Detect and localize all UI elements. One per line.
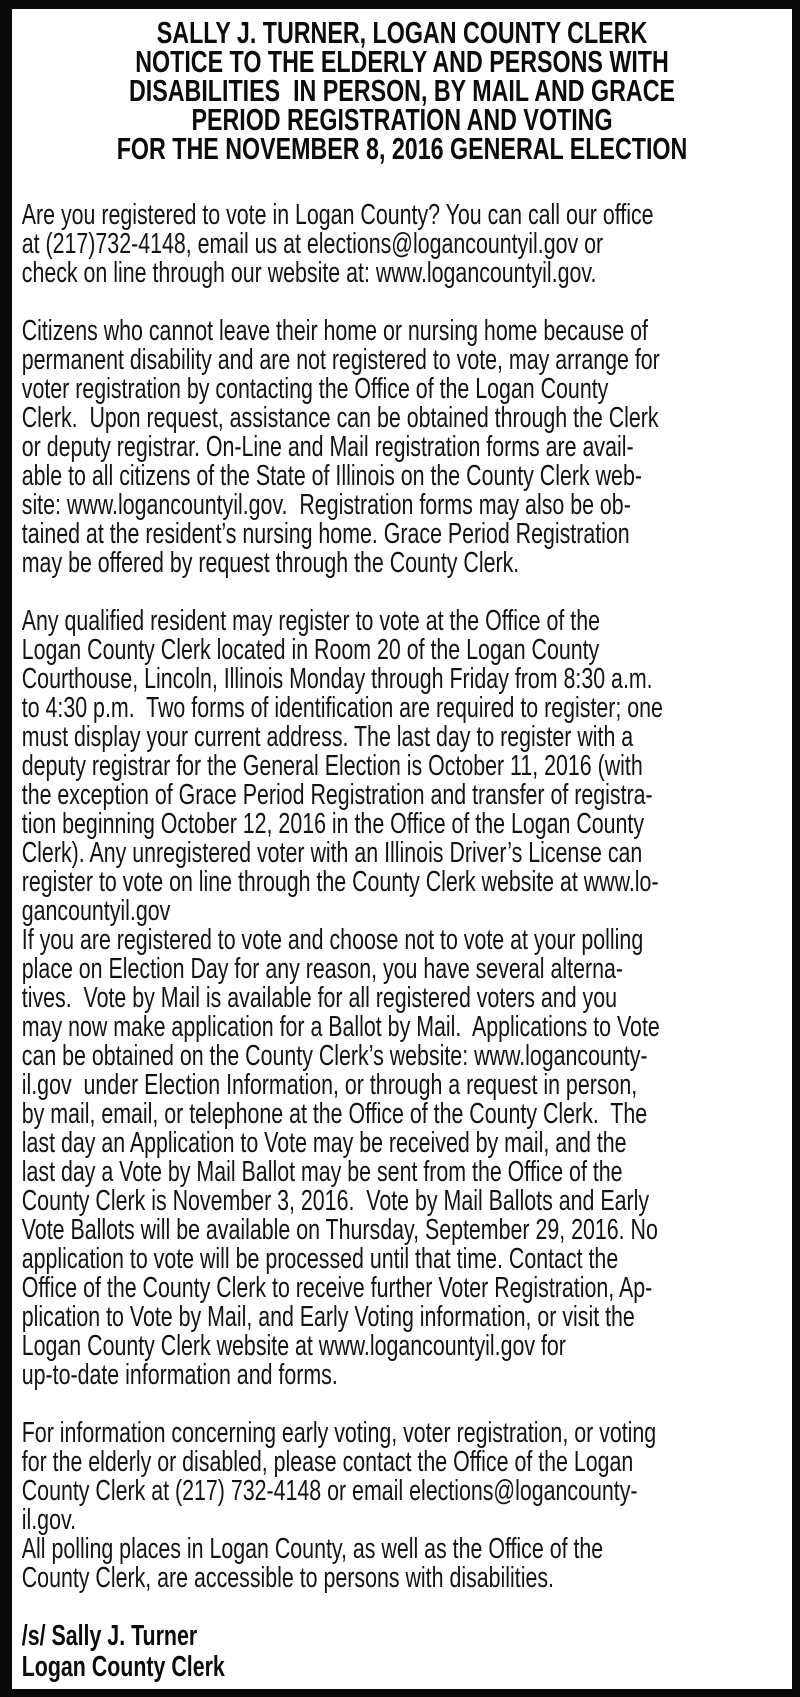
header-line: SALLY J. TURNER, LOGAN COUNTY CLERK: [156, 15, 648, 50]
header-line: NOTICE TO THE ELDERLY AND PERSONS WITH: [135, 44, 669, 79]
header-line: FOR THE NOVEMBER 8, 2016 GENERAL ELECTION: [116, 131, 688, 166]
body-line: place on Election Day for any reason, you have several alterna-: [21, 953, 623, 985]
body-line: up-to-date information and forms.: [21, 1359, 338, 1391]
body-line: may now make application for a Ballot by Mail. Applications to Vote: [21, 1011, 660, 1043]
body-line: il.gov.: [21, 1504, 77, 1536]
body-line: tives. Vote by Mail is available for all registered voters and you: [21, 982, 617, 1014]
header-line: DISABILITIES IN PERSON, BY MAIL AND GRACE: [129, 73, 676, 108]
header-line: PERIOD REGISTRATION AND VOTING: [191, 102, 613, 137]
body-line: or deputy registrar. On-Line and Mail registration forms are avail-: [21, 431, 634, 463]
body-line: [22, 288, 789, 317]
body-line: For information concerning early voting, voter registration, or voting: [21, 1417, 657, 1449]
notice-signature: [12, 1621, 792, 1683]
notice-body: [12, 201, 792, 1593]
body-line: voter registration by contacting the Office of the Logan County: [21, 373, 609, 405]
body-line: [22, 1390, 789, 1419]
signature-line: /s/ Sally J. Turner: [21, 1620, 198, 1652]
body-line: able to all citizens of the State of Illinois on the County Clerk web-: [21, 460, 642, 492]
body-line: last day a Vote by Mail Ballot may be sent from the Office of the: [21, 1156, 623, 1188]
body-line: Are you registered to vote in Logan County? You can call our office: [21, 199, 654, 231]
body-line: Courthouse, Lincoln, Illinois Monday through Friday from 8:30 a.m.: [21, 663, 653, 695]
body-line: County Clerk at (217) 732-4148 or email elections@logancounty-: [21, 1475, 638, 1507]
body-line: check on line through our website at: www.logancountyil.gov.: [21, 257, 597, 289]
body-line: Any qualified resident may register to vote at the Office of the: [21, 605, 600, 637]
body-line: permanent disability and are not registered to vote, may arrange for: [21, 344, 660, 376]
body-line: application to vote will be processed until that time. Contact the: [21, 1243, 619, 1275]
body-line: may be offered by request through the County Clerk.: [21, 547, 520, 579]
body-line: at (217)732-4148, email us at elections@logancountyil.gov or: [21, 228, 604, 260]
body-line: for the elderly or disabled, please contact the Office of the Logan: [21, 1446, 634, 1478]
body-line: Clerk. Upon request, assistance can be obtained through the Clerk: [21, 402, 659, 434]
body-line: Citizens who cannot leave their home or nursing home because of: [21, 315, 648, 347]
body-line: Logan County Clerk located in Room 20 of the Logan County: [21, 634, 600, 666]
body-line: Office of the County Clerk to receive further Voter Registration, Ap-: [21, 1272, 653, 1304]
body-line: tion beginning October 12, 2016 in the Office of the Logan County: [21, 808, 645, 840]
body-line: Clerk). Any unregistered voter with an Illinois Driver’s License can: [21, 837, 643, 869]
body-line: [22, 578, 789, 607]
notice-content: [12, 9, 792, 1683]
body-line: Vote Ballots will be available on Thursday, September 29, 2016. No: [21, 1214, 658, 1246]
body-line: the exception of Grace Period Registration and transfer of registra-: [21, 779, 653, 811]
body-line: must display your current address. The last day to register with a: [21, 721, 634, 753]
body-line: Logan County Clerk website at www.logancountyil.gov for: [21, 1330, 566, 1362]
body-line: by mail, email, or telephone at the Office of the County Clerk. The: [21, 1098, 648, 1130]
body-line: gancountyil.gov: [21, 895, 171, 927]
body-line: register to vote on line through the County Clerk website at www.lo-: [21, 866, 659, 898]
body-line: site: www.logancountyil.gov. Registration forms may also be ob-: [21, 489, 631, 521]
body-line: All polling places in Logan County, as well as the Office of the: [21, 1533, 604, 1565]
body-line: plication to Vote by Mail, and Early Voting information, or visit the: [21, 1301, 635, 1333]
body-line: County Clerk is November 3, 2016. Vote by Mail Ballots and Early: [21, 1185, 650, 1217]
body-line: to 4:30 p.m. Two forms of identification are required to register; one: [21, 692, 663, 724]
notice-header: [12, 15, 792, 166]
body-line: can be obtained on the County Clerk’s website: www.logancounty-: [21, 1040, 648, 1072]
signature-line: Logan County Clerk: [21, 1651, 225, 1683]
body-line: il.gov under Election Information, or through a request in person,: [21, 1069, 638, 1101]
body-line: County Clerk, are accessible to persons with disabilities.: [21, 1562, 554, 1594]
body-line: deputy registrar for the General Election is October 11, 2016 (with: [21, 750, 643, 782]
body-line: last day an Application to Vote may be received by mail, and the: [21, 1127, 627, 1159]
body-line: tained at the resident’s nursing home. Grace Period Registration: [21, 518, 630, 550]
body-line: If you are registered to vote and choose not to vote at your polling: [21, 924, 644, 956]
